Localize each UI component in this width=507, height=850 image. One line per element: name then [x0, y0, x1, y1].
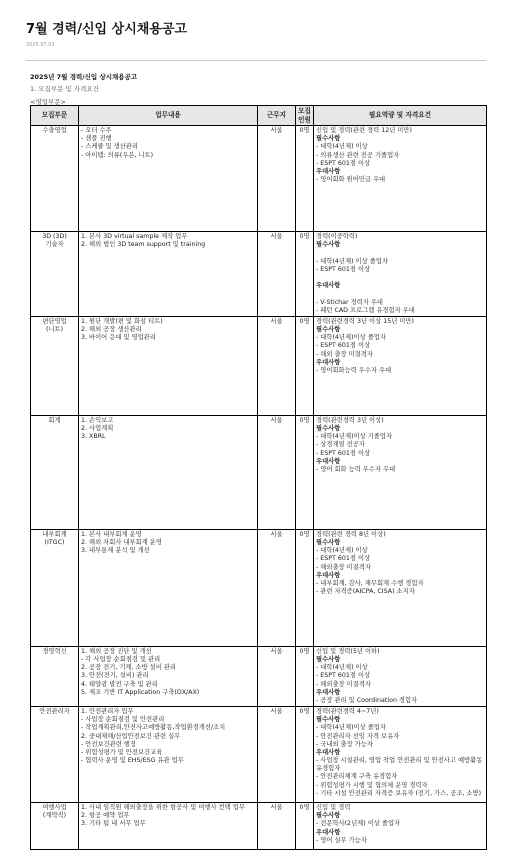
- duty-line: 1. 손익보고: [81, 416, 114, 424]
- requirement-line: - 대학(4년제)이상 졸업자: [316, 724, 386, 732]
- requirement-line: 경력(관련경력 3년 이상 15년 미만): [316, 317, 414, 325]
- duty-line: - 각 사업장 순회점검 및 관리: [81, 656, 161, 664]
- requirements-cell: [314, 803, 487, 850]
- requirement-line: - 영어회화 원어민급 우대: [316, 176, 386, 184]
- division-name: 수출영업: [31, 126, 79, 232]
- requirement-line: [316, 274, 484, 282]
- requirement-line: 신입 및 경력(5년 이하): [316, 647, 380, 655]
- duties-cell: [79, 316, 258, 415]
- requirement-line: - 안전관리자 선임 자격 보유자: [316, 732, 400, 740]
- requirements-cell: [314, 707, 487, 803]
- duties-cell: [79, 232, 258, 317]
- duty-line: - 작업계획관리,안전사고예방활동,작업환경개선/조치: [81, 724, 226, 732]
- duty-line: 2. 해외 자회사 내부회계 운영: [81, 539, 162, 547]
- requirement-line: - 해외 출장 미결격자: [316, 350, 373, 358]
- table-header-row: [31, 106, 487, 126]
- division-name: 회계: [31, 415, 79, 529]
- duty-line: 1. 안전관리자 업무: [81, 708, 134, 716]
- table-row: [31, 232, 487, 317]
- work-location: 서울: [258, 316, 296, 415]
- header-duties: 업무내용: [79, 106, 258, 126]
- requirement-line: - 대학(4년제) 이상: [316, 143, 368, 151]
- requirement-heading: 필수사항: [316, 326, 341, 334]
- duty-line: 3. 안전(전기, 설비) 관리: [81, 672, 149, 680]
- duty-line: - 아이템: 의류(우븐, 니트): [81, 151, 154, 159]
- requirement-heading: 우대사항: [316, 748, 341, 756]
- table-row: [31, 646, 487, 706]
- work-location: 서울: [258, 646, 296, 706]
- requirement-heading: 우대사항: [316, 167, 341, 175]
- requirement-line: [316, 290, 484, 298]
- requirement-line: - 사업장 시설관리, 영업 작업 안전관리 및 안전사고 예방활동 유경험자: [316, 757, 483, 773]
- requirement-line: 경력(관련경력 4~7년): [316, 708, 379, 716]
- requirement-line: - ESPT 601점 이상: [316, 159, 371, 167]
- requirement-heading: 우대사항: [316, 282, 341, 290]
- hire-count: 0명: [296, 646, 314, 706]
- table-row: [31, 316, 487, 415]
- requirement-line: - 대학(4년제) 이상: [316, 664, 368, 672]
- requirement-line: - 대학(4년제) 이상: [316, 547, 368, 555]
- requirement-line: - 대학(4년제)이상 기졸업자: [316, 433, 393, 441]
- duties-cell: [79, 415, 258, 529]
- requirement-line: [316, 249, 484, 257]
- duty-line: 1. 사내 임직원 해외출장을 위한 항공사 및 여행사 컨택 업무: [81, 804, 245, 812]
- requirement-line: - 대학(4년제) 이상 졸업자: [316, 257, 388, 265]
- duty-line: 3. 내부통제 분석 및 개선: [81, 547, 150, 555]
- work-location: 서울: [258, 232, 296, 317]
- division-name: 3D (3D) 기술자: [31, 232, 79, 317]
- hire-count: 0명: [296, 803, 314, 850]
- table-row: [31, 803, 487, 850]
- requirement-heading: 우대사항: [316, 688, 341, 696]
- duty-line: 1. 해외 공장 진단 및 개선: [81, 647, 152, 655]
- requirement-heading: 필수사항: [316, 241, 341, 249]
- requirement-heading: 우대사항: [316, 828, 341, 836]
- page-header: [26, 18, 492, 48]
- requirement-line: - 의류생산 관련 전공 기졸업자: [316, 151, 400, 159]
- duties-cell: [79, 707, 258, 803]
- division-name: 안전관리자: [31, 707, 79, 803]
- requirement-line: 신입 및 경력: [316, 804, 351, 812]
- requirement-line: - 국내외 출장 가능자: [316, 740, 373, 748]
- requirement-heading: 우대사항: [316, 457, 341, 465]
- requirement-line: - 영어 회화 능력 우수자 우대: [316, 465, 396, 473]
- duty-line: 3. 기타 팀 내 서무 업무: [81, 820, 146, 828]
- duties-cell: [79, 646, 258, 706]
- duty-line: 3. 바이어 응대 및 영업관리: [81, 334, 156, 342]
- recruitment-table: [30, 105, 487, 850]
- duty-line: 4. 태양광 발전 구축 및 관리: [81, 680, 158, 688]
- requirement-line: - 해외출장 미결격자: [316, 680, 371, 688]
- requirement-line: - ESPT 601점 이상: [316, 449, 371, 457]
- requirements-cell: [314, 232, 487, 317]
- duties-cell: [79, 529, 258, 646]
- header-division: 모집부문: [31, 106, 79, 126]
- requirement-line: - 대학(4년제)이상 졸업자: [316, 334, 386, 342]
- requirement-line: - 패턴 CAD 프로그램 유경험자 우대: [316, 306, 415, 314]
- requirement-line: 경력(관련경력 3년 이상): [316, 416, 384, 424]
- table-row: [31, 529, 487, 646]
- requirement-heading: 필수사항: [316, 656, 341, 664]
- table-row: [31, 707, 487, 803]
- requirement-line: - ESPT 601점 이상: [316, 342, 371, 350]
- header-count: 모집 인원: [296, 106, 314, 126]
- requirements-cell: [314, 126, 487, 232]
- requirement-line: - 상경계열 전공자: [316, 441, 365, 449]
- requirement-line: - ESPT 601점 이상: [316, 555, 371, 563]
- table-row: [31, 126, 487, 232]
- requirement-line: 경력(관련 경력 8년 이상): [316, 530, 386, 538]
- requirement-line: 신입 및 경력(관련 경력 12년 미만): [316, 127, 412, 135]
- duty-line: 3. XBRL: [81, 433, 106, 441]
- header-requirements: 필요역량 및 자격요건: [314, 106, 487, 126]
- division-name: 내부회계 (ITGC): [31, 529, 79, 646]
- requirements-cell: [314, 646, 487, 706]
- duty-line: 2. 해외 법인 3D team support 및 training: [81, 241, 206, 249]
- requirement-line: - ESPT 601점 이상: [316, 265, 371, 273]
- header-divider: [26, 60, 486, 61]
- requirements-cell: [314, 316, 487, 415]
- duty-line: - 오더 수주: [81, 127, 112, 135]
- division-tag: <영업부문>: [30, 98, 67, 106]
- hire-count: 0명: [296, 529, 314, 646]
- division-name: 경영혁신: [31, 646, 79, 706]
- requirement-heading: 필수사항: [316, 812, 341, 820]
- work-location: 서울: [258, 707, 296, 803]
- hire-count: 0명: [296, 126, 314, 232]
- requirement-line: - 전문학사(2년제) 이상 졸업자: [316, 820, 401, 828]
- work-location: 서울: [258, 126, 296, 232]
- hire-count: 0명: [296, 415, 314, 529]
- division-name: 편단영업 (니트): [31, 316, 79, 415]
- requirement-line: - 내부회계, 감사, 재무회계 수행 경험자: [316, 579, 424, 587]
- duty-line: - 사업장 순회점검 및 안전관리: [81, 716, 165, 724]
- duty-line: 2. 항공 예약 업무: [81, 812, 130, 820]
- duty-line: 5. 제조 기반 IT Application 구축(DX/AX): [81, 688, 200, 696]
- requirement-line: - 위험성평가 시행 및 협의체 운영 경력자: [316, 781, 428, 789]
- duty-line: - 위험성평가 및 안전보건교육: [81, 748, 163, 756]
- hire-count: 0명: [296, 232, 314, 317]
- work-location: 서울: [258, 803, 296, 850]
- duty-line: 2. 중대재해/산업안전보건 관련 실무: [81, 732, 181, 740]
- duty-line: - 안전보건관련 행정: [81, 740, 136, 748]
- requirement-heading: 필수사항: [316, 135, 341, 143]
- work-location: 서울: [258, 415, 296, 529]
- requirement-line: - 해외출장 미결격자: [316, 563, 371, 571]
- requirement-line: 경력(이중학력): [316, 233, 358, 241]
- section-heading: 1. 모집부문 및 자격요건: [30, 85, 99, 93]
- hire-count: 0명: [296, 316, 314, 415]
- requirement-line: - 관련 자격증(AICPA, CISA) 소지자: [316, 588, 415, 596]
- duty-line: 1. 원단 개발(편 및 화섬 티트): [81, 317, 163, 325]
- duty-line: - 스케쥴 및 생산관리: [81, 143, 138, 151]
- requirement-line: - 공장 관리 및 Coordination 경험자: [316, 696, 418, 704]
- duties-cell: [79, 126, 258, 232]
- requirement-line: - 영어회화능력 우수자 우대: [316, 366, 392, 374]
- duty-line: 2. 공장 전기, 기계, 소방 설비 관리: [81, 664, 177, 672]
- work-location: 서울: [258, 529, 296, 646]
- requirement-line: - 영어 실무 가능자: [316, 836, 367, 844]
- notice-subtitle: 2025년 7월 경력/신입 상시채용공고: [30, 73, 138, 81]
- duty-line: 1. 본사 내부회계 운영: [81, 530, 142, 538]
- requirement-heading: 필수사항: [316, 539, 341, 547]
- division-name: 여행사업 (계약직): [31, 803, 79, 850]
- requirement-heading: 필수사항: [316, 716, 341, 724]
- duties-cell: [79, 803, 258, 850]
- requirement-heading: 우대사항: [316, 571, 341, 579]
- requirement-line: - V-Stichar 경력자 우대: [316, 298, 384, 306]
- requirement-heading: 우대사항: [316, 358, 341, 366]
- header-location: 근무지: [258, 106, 296, 126]
- duty-line: - 협력사 운영 및 EHS/ESG 유관 업무: [81, 757, 184, 765]
- requirement-heading: 필수사항: [316, 425, 341, 433]
- post-date: 2025.07.01: [26, 42, 55, 48]
- duty-line: 1. 본사 3D virtual sample 제작 업무: [81, 233, 188, 241]
- hire-count: 0명: [296, 707, 314, 803]
- page-title: 7월 경력/신입 상시채용공고: [26, 22, 187, 37]
- duty-line: - 샘플 진행: [81, 135, 112, 143]
- duty-line: 2. 해외 공장 생산관리: [81, 326, 142, 334]
- requirements-cell: [314, 529, 487, 646]
- requirements-cell: [314, 415, 487, 529]
- requirement-line: - 기타 시설 안전관리 자격증 보유자 (전기, 가스, 공조, 소방): [316, 789, 482, 797]
- table-row: [31, 415, 487, 529]
- duty-line: 2. 사업계획: [81, 425, 114, 433]
- requirement-line: - 안전관리체계 구축 유경험자: [316, 773, 398, 781]
- requirement-line: - ESPT 601점 이상: [316, 672, 371, 680]
